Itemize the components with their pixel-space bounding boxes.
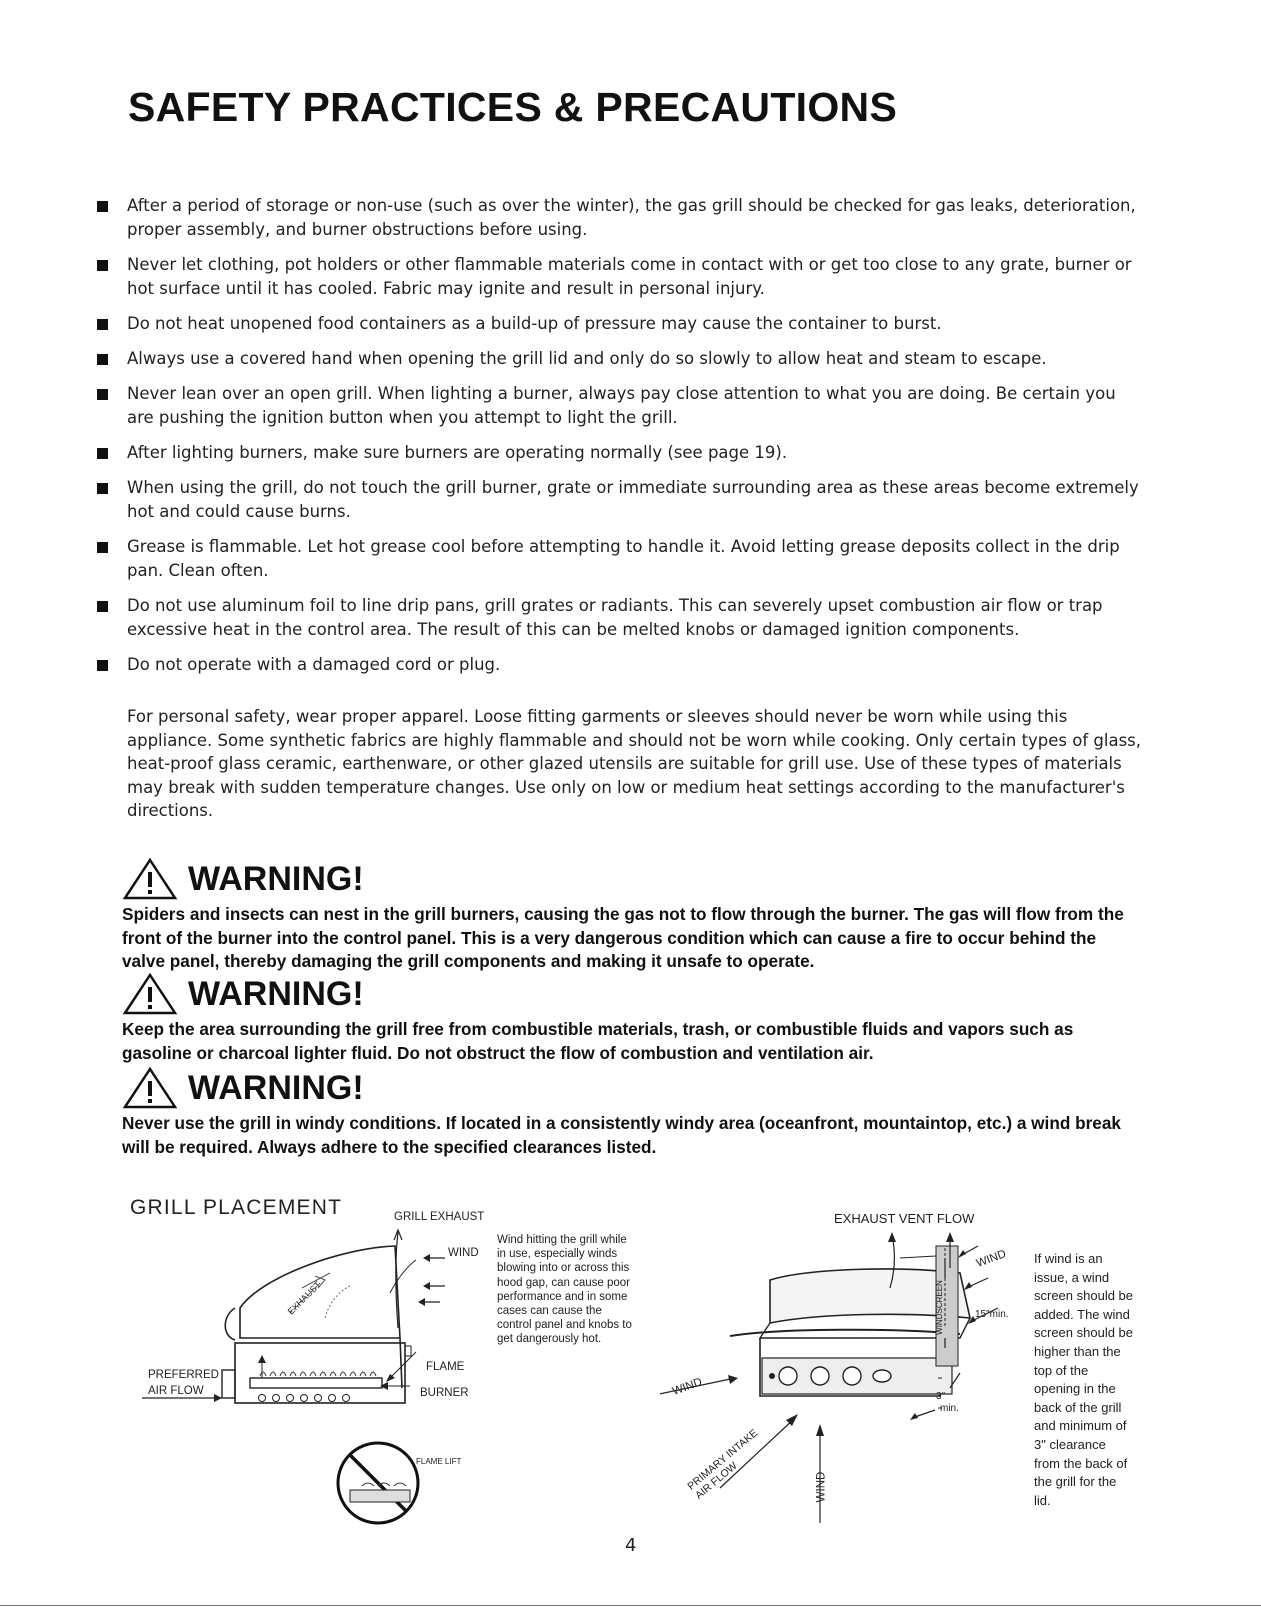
square-bullet-icon [97,260,108,271]
square-bullet-icon [97,601,108,612]
page-title: SAFETY PRACTICES & PRECAUTIONS [128,84,898,130]
bullet-item [97,476,1147,524]
warning-triangle-icon [122,972,178,1016]
safety-bullet-list [97,194,1147,688]
bullet-text: Do not heat unopened food containers as a build-up of pressure may cause the container to burst. [127,314,942,333]
wind-left-label: WIND [670,1376,704,1398]
grill-placement-title: GRILL PLACEMENT [130,1196,343,1219]
bullet-item [97,441,1147,465]
bullet-text: After a period of storage or non-use (such as over the winter), the gas grill should be checked for gas leaks, deterioration, proper assembly, and burner obstructions before using. [127,196,1136,239]
clearance-15-label: 15"min. [975,1309,1009,1320]
windscreen-note: If wind is an issue, a wind screen should be added. The wind screen should be higher than the top of the opening in the back of the grill and minimum of 3" clearance from the back of the grill for the lid. [1034,1251,1134,1508]
clearance-min-label: min. [940,1403,959,1414]
wind-label: WIND [448,1247,479,1259]
page-number: 4 [625,1535,637,1556]
bullet-item [97,312,1147,336]
square-bullet-icon [97,201,108,212]
warning-text: Spiders and insects can nest in the grill burners, causing the gas not to flow through the burner. The gas will flow from the front of the burner into the control panel. This is a very dangerous condition which can cause a fire to occur behind the valve panel, thereby damaging the grill components and making it unsafe to operate. [122,904,1124,971]
wind-bottom-label: WIND [815,1471,828,1503]
bullet-item [97,194,1147,242]
warning-triangle-icon [122,857,178,901]
apparel-paragraph: For personal safety, wear proper apparel. Loose fitting garments or sleeves should never be worn while using this appliance. Some synthetic fabrics are highly flammable and should not be worn while cooking. Only certain types of glass, heat-proof glass ceramic, earthenware, or other glazed utensils are suitable for grill use. Use of these types of materials may break with sudden temperature changes. Use only on low or medium heat settings according to the manufacturer's directions. [127,707,1142,821]
exhaust-vent-flow-label: EXHAUST VENT FLOW [834,1211,975,1226]
page-bottom-divider [0,1605,1261,1606]
square-bullet-icon [97,319,108,330]
flame-lift-label: FLAME LIFT [416,1457,462,1466]
warning-triangle-icon [122,1066,178,1110]
bullet-text: When using the grill, do not touch the grill burner, grate or immediate surrounding area as these areas become extremely hot and could cause burns. [127,478,1139,521]
wind-top-label: WIND [974,1248,1008,1270]
bullet-text: Never let clothing, pot holders or other flammable materials come in contact with or get too close to any grate, burner or hot surface until it has cooled. Fabric may ignite and result in personal injury. [127,255,1132,298]
burner-label: BURNER [420,1387,469,1399]
warning-block [122,857,1142,974]
bullet-item [97,594,1147,642]
square-bullet-icon [97,448,108,459]
clearance-3-label: 3" [936,1391,946,1402]
warning-block [122,972,1142,1065]
bullet-item [97,347,1147,371]
bullet-item [97,382,1147,430]
air-flow-label: AIR FLOW [148,1385,204,1397]
grill-exhaust-label: GRILL EXHAUST [394,1211,485,1223]
windscreen-label: WINDSCREEN [934,1280,944,1335]
square-bullet-icon [97,483,108,494]
warning-heading: WARNING! [188,974,364,1013]
bullet-text: Never lean over an open grill. When lighting a burner, always pay close attention to what you are doing. Be certain you are pushing the ignition button when you attempt to light the grill. [127,384,1116,427]
warning-heading: WARNING! [188,859,364,898]
preferred-label: PREFERRED [148,1369,219,1381]
square-bullet-icon [97,660,108,671]
square-bullet-icon [97,354,108,365]
bullet-item [97,535,1147,583]
warning-text: Keep the area surrounding the grill free from combustible materials, trash, or combustible fluids and vapors such as gasoline or charcoal lighter fluid. Do not obstruct the flow of combustion and ventilation air. [122,1019,1074,1063]
square-bullet-icon [97,542,108,553]
square-bullet-icon [97,389,108,400]
flame-label: FLAME [426,1361,465,1373]
warning-block [122,1066,1142,1159]
primary-intake-label: PRIMARY INTAKE AIR FLOW [685,1427,761,1502]
bullet-item [97,253,1147,301]
warning-heading: WARNING! [188,1068,364,1107]
warning-text: Never use the grill in windy conditions. If located in a consistently windy area (oceanfront, mountaintop, etc.) a wind break will be required. Always adhere to the specified clearances listed. [122,1113,1121,1157]
exhaust-label: EXHAUST [285,1279,323,1317]
bullet-text: Do not operate with a damaged cord or plug. [127,655,501,674]
bullet-text: Do not use aluminum foil to line drip pans, grill grates or radiants. This can severely upset combustion air flow or trap excessive heat in the control area. The result of this can be melted knobs or damaged ignition components. [127,596,1103,639]
bullet-text: Always use a covered hand when opening the grill lid and only do so slowly to allow heat and steam to escape. [127,349,1047,368]
bullet-text: After lighting burners, make sure burners are operating normally (see page 19). [127,443,788,462]
bullet-text: Grease is flammable. Let hot grease cool before attempting to handle it. Avoid letting grease deposits collect in the drip pan. Clean often. [127,537,1120,580]
bullet-item [97,653,1147,677]
wind-hazard-note: Wind hitting the grill while in use, especially winds blowing into or across this hood gap, can cause poor performance and in some cases can cause the control panel and knobs to get dangerously hot. [497,1234,632,1346]
